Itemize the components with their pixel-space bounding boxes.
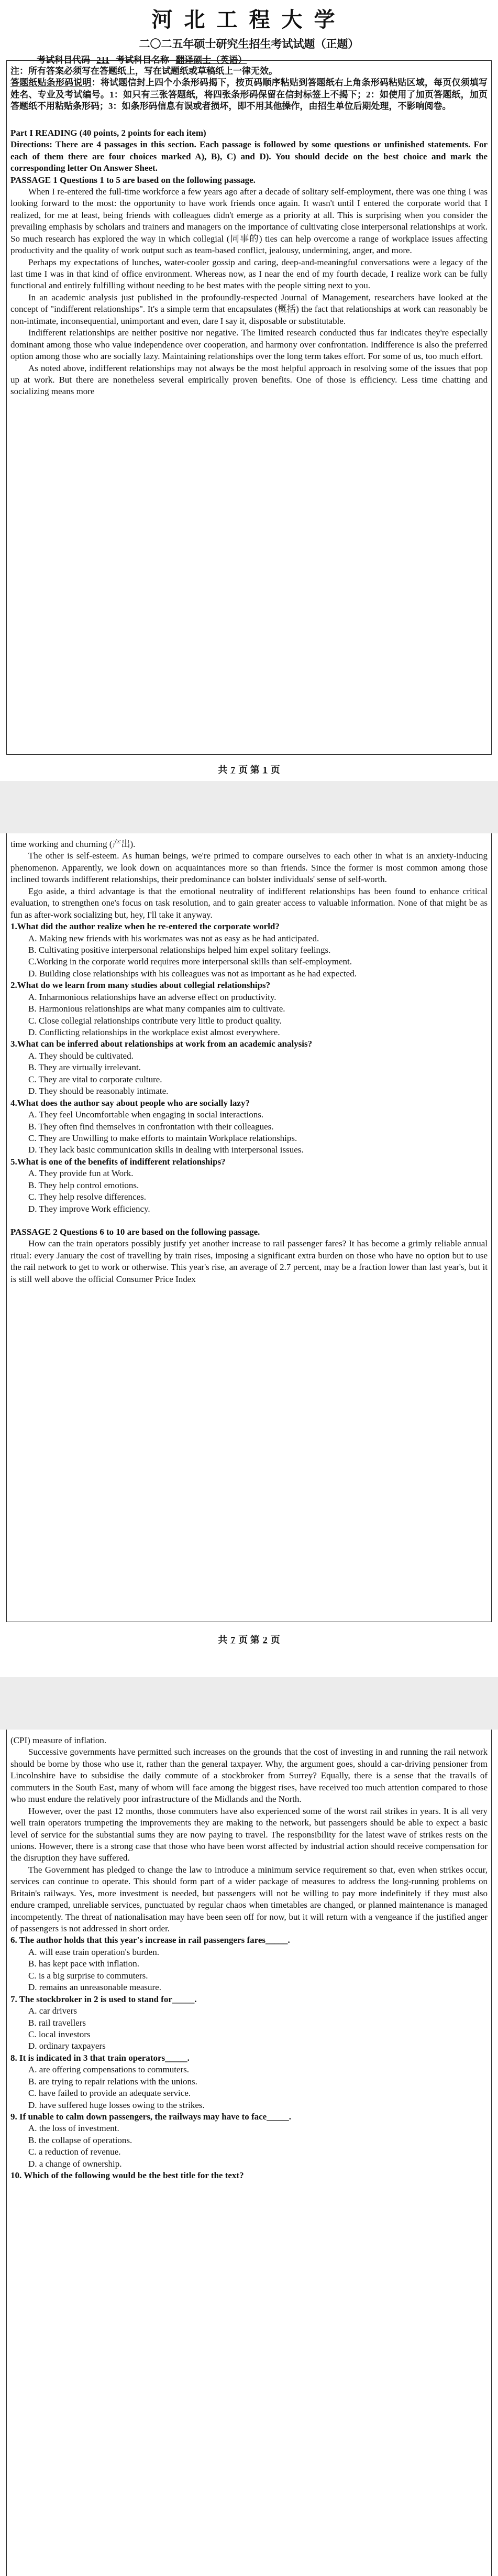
notice-line-2 bbox=[10, 77, 488, 112]
footer-page-number: 1 bbox=[262, 765, 268, 775]
page-2-footer bbox=[0, 1633, 498, 1646]
passage1-para-5: As noted above, indifferent relationships may not always be the most helpful approach in resolving some of the issues that pop up at work. But there are nonetheless several empirically proven benefits. One of those is efficiency. Less time chatting and socializing means more bbox=[10, 363, 488, 397]
page-gap bbox=[0, 781, 498, 833]
q4-option-b: B. They often find themselves in confrontation with their colleagues. bbox=[28, 1121, 274, 1132]
q1-option-d: D. Building close relationships with his colleagues was not as important as he had expected. bbox=[28, 968, 357, 979]
q8-option-a: A. are offering compensations to commuters. bbox=[28, 2064, 190, 2075]
q5-option-b: B. They help control emotions. bbox=[28, 1180, 139, 1190]
passage1-title: PASSAGE 1 Questions 1 to 5 are based on the following passage. bbox=[10, 175, 256, 185]
page-1-content bbox=[10, 66, 488, 398]
passage1-para-2: Perhaps my expectations of lunches, water-cooler gossip and caring, deep-and-meaningful conversations were a legacy of the last time I was in that kind of office environment. Whereas now, as I near the end of my fourth decade, I realize work can be fully functional and entirely fulfilling without needing to be best mates with the people sitting next to you. bbox=[10, 257, 488, 291]
page-1-footer bbox=[0, 763, 498, 776]
passage1-para-5-cont: time working and churning (产出). bbox=[10, 839, 136, 849]
passage2-para-1-cont: (CPI) measure of inflation. bbox=[10, 1735, 107, 1745]
q5-option-a: A. They provide fun at Work. bbox=[28, 1168, 134, 1179]
page-3-content bbox=[10, 1735, 488, 2182]
q2-option-a: A. Inharmonious relationships have an adverse effect on productivity. bbox=[28, 992, 276, 1002]
footer-post: 页 bbox=[270, 1635, 280, 1645]
q4-option-d: D. They lack basic communication skills in dealing with interpersonal issues. bbox=[28, 1145, 304, 1155]
q1-option-a: A. Making new friends with his workmates was not as easy as he had anticipated. bbox=[28, 933, 319, 943]
exam-page-1 bbox=[0, 0, 498, 781]
q7-option-b: B. rail travellers bbox=[28, 2017, 86, 2028]
question-4: 4.What does the author say about people who are socially lazy? bbox=[10, 1097, 250, 1108]
footer-post: 页 bbox=[270, 765, 280, 775]
q1-option-c: C.Working in the corporate world requires more interpersonal skills than self-employment. bbox=[28, 957, 352, 967]
passage1-para-1: When I re-entered the full-time workforce a few years ago after a decade of solitary self-employment, there was one thing I was looking forward to the most: the opportunity to have work friends once again. It wasn't until I entered the corporate world that I realized, for me at least, being friends with colleagues didn't emerge as a priority at all. This is surprising when you consider the prevailing emphasis by scholars and trainers and managers on the importance of cultivating close interpersonal relationships at work. So much research has explored the way in which collegial (同事的) ties can help overcome a range of workplace issues affecting productivity and the quality of work output such as team-based conflict, jealousy, undermining, anger, and more. bbox=[10, 186, 488, 256]
subject-name-label: 考试科目名称 bbox=[116, 55, 170, 65]
q7-option-d: D. ordinary taxpayers bbox=[28, 2041, 106, 2051]
passage1-para-3: In an academic analysis just published in the profoundly-respected Journal of Management, researchers have looked at the concept of "indifferent relationships". It's a simple term that encapsulates (概括) the fact that relationships at work can reasonably be non-intimate, inconsequential, unimportant and even, dare I say it, disposable or substitutable. bbox=[10, 292, 488, 326]
q3-option-c: C. They are vital to corporate culture. bbox=[28, 1074, 162, 1084]
q8-option-b: B. are trying to repair relations with the unions. bbox=[28, 2076, 197, 2086]
passage2-title: PASSAGE 2 Questions 6 to 10 are based on the following passage. bbox=[10, 1227, 260, 1237]
q2-option-b: B. Harmonious relationships are what many companies aim to cultivate. bbox=[28, 1004, 285, 1014]
subject-code-label: 考试科目代码 bbox=[37, 55, 90, 65]
passage2-para-4: The Government has pledged to change the law to introduce a minimum service requirement so that, even when strikes occur, services can continue to operate. This should form part of a wider package of measures to address the long-running problems on Britain's railways. Yes, more investment is needed, but passengers will not be willing to pay more indefinitely if they must also endure cramped, unreliable services, punctuated by regular chaos when timetables are changed, or planned maintenance is managed incompetently. The threat of nationalisation may have been seen off for now, but it will return with a vengeance if the justified anger of passengers is not addressed in short order. bbox=[10, 1864, 488, 1933]
q3-option-b: B. They are virtually irrelevant. bbox=[28, 1062, 141, 1073]
q5-option-d: D. They improve Work efficiency. bbox=[28, 1203, 150, 1214]
question-5: 5.What is one of the benefits of indifferent relationships? bbox=[10, 1156, 226, 1167]
q6-option-c: C. is a big surprise to commuters. bbox=[28, 1970, 148, 1981]
q6-option-d: D. remains an unreasonable measure. bbox=[28, 1982, 161, 1993]
page-gap bbox=[0, 1677, 498, 1730]
q3-option-a: A. They should be cultivated. bbox=[28, 1050, 134, 1061]
q6-option-a: A. will ease train operation's burden. bbox=[28, 1947, 159, 1957]
footer-total-pages: 7 bbox=[230, 1635, 236, 1645]
barcode-heading: 答题纸贴条形码说明 bbox=[10, 78, 92, 88]
exam-page-3 bbox=[0, 1730, 498, 2576]
q4-option-c: C. They are Unwilling to make efforts to maintain Workplace relationships. bbox=[28, 1133, 297, 1143]
part1-directions: Directions: There are 4 passages in this section. Each passage is followed by some questions or unfinished statements. For each of them there are four choices marked A), B), C) and D). You should decide on the best choice and mark the corresponding letter On Answer Sheet. bbox=[10, 139, 488, 173]
question-10: 10. Which of the following would be the best title for the text? bbox=[10, 2170, 244, 2181]
notice-line-1: 注：所有答案必须写在答题纸上，写在试题纸或草稿纸上一律无效。 bbox=[10, 66, 278, 76]
exam-page-2 bbox=[0, 833, 498, 1677]
passage1-para-4: Indifferent relationships are neither positive nor negative. The limited research conducted thus far indicates they're especially dominant among those who value independence over cooperation, and harmony over confrontation. Indifference is also the preferred option among those who are socially lazy. Maintaining relationships over the long term takes effort. For some of us, too much effort. bbox=[10, 328, 488, 362]
footer-pre: 共 bbox=[218, 1635, 228, 1645]
question-2: 2.What do we learn from many studies about collegial relationships? bbox=[10, 980, 271, 991]
q5-option-c: C. They help resolve differences. bbox=[28, 1192, 147, 1202]
barcode-instructions: ：将试题信封上四个小条形码揭下，按页码顺序粘贴到答题纸右上角条形码粘贴区域，每页仅须填写姓名、专业及考试编号。1：如只有三张答题纸，将四张条形码保留在信封标签上不揭下；2：如使用了加页答题纸，加页答题纸不用粘贴条形码；3：如条形码信息有误或者损坏，即不用其他操作，由招生单位后期处理，不影响阅卷。 bbox=[10, 78, 488, 112]
university-title: 河北工程大学 bbox=[151, 7, 347, 32]
q8-option-d: D. have suffered huge losses owing to the strikes. bbox=[28, 2100, 205, 2110]
passage2-para-2: Successive governments have permitted such increases on the grounds that the cost of investing in and running the rail network should be borne by those who use it, rather than the general taxpayer. Why, the argument goes, should a car-driving pensioner from Lincolnshire have to subsidise the daily commute of a stockbroker from Surrey? Equally, there is a sense that the travails of commuters in the South East, many of whom will face among the biggest rises, have received too much attention compared to those who must endure the relatively poor infrastructure of the Midlands and the North. bbox=[10, 1747, 488, 1805]
exam-title: 二〇二五年硕士研究生招生考试试题（正题） bbox=[139, 38, 359, 50]
question-3: 3.What can be inferred about relationships at work from an academic analysis? bbox=[10, 1039, 313, 1049]
q9-option-d: D. a change of ownership. bbox=[28, 2158, 122, 2169]
passage1-para-7: Ego aside, a third advantage is that the emotional neutrality of indifferent relationships has been found to enhance critical evaluation, to strengthen one's focus on task resolution, and to gain greater access to valuable information. None of that might be as fun as after-work socializing but, hey, I'll take it anyway. bbox=[10, 886, 488, 920]
passage1-para-6: The other is self-esteem. As human beings, we're primed to compare ourselves to each other in what is an anxiety-inducing phenomenon. Apparently, we look down on acquaintances more so than friends. Since the former is most common among those inclined towards indifferent relationships, their predominance can bolster individuals' sense of self-worth. bbox=[10, 851, 488, 885]
footer-page-number: 2 bbox=[262, 1635, 268, 1645]
q9-option-a: A. the loss of investment. bbox=[28, 2123, 119, 2134]
part1-title: Part I READING (40 points, 2 points for each item) bbox=[10, 127, 206, 138]
question-7: 7. The stockbroker in 2 is used to stand for_____. bbox=[10, 1994, 197, 2004]
q9-option-b: B. the collapse of operations. bbox=[28, 2135, 132, 2145]
subject-code: 211 bbox=[96, 55, 109, 65]
passage2-para-1: How can the train operators possibly justify yet another increase to rail passenger fares? It has become a grimly reliable annual ritual: every January the cost of travelling by train rises, imposing a significant extra burden on those who have no option but to use the rail network to get to work or otherwise. This year's rise, an average of 2.7 percent, may be a fraction lower than last year's, but it is still well above the official Consumer Price Index bbox=[10, 1238, 488, 1284]
q2-option-c: C. Close collegial relationships contribute very little to product quality. bbox=[28, 1015, 282, 1026]
question-9: 9. If unable to calm down passengers, the railways may have to face_____. bbox=[10, 2112, 291, 2122]
q4-option-a: A. They feel Uncomfortable when engaging in social interactions. bbox=[28, 1110, 264, 1120]
q7-option-a: A. car drivers bbox=[28, 2006, 77, 2016]
passage2-para-3: However, over the past 12 months, those commuters have also experienced some of the worst rail strikes in years. It is all very well train operators trumpeting the improvements they are making to the network, but passengers should be able to expect a basic level of service for the substantial sums they are now paying to travel. The responsibility for the latest wave of strikes rests on the unions. However, there is a strong case that those who have been worst affected by industrial action should receive compensation for the disruption they have suffered. bbox=[10, 1806, 488, 1863]
footer-mid: 页 第 bbox=[238, 1635, 260, 1645]
q8-option-c: C. have failed to provide an adequate service. bbox=[28, 2088, 191, 2099]
q2-option-d: D. Conflicting relationships in the workplace exist almost everywhere. bbox=[28, 1027, 280, 1037]
page-2-content bbox=[10, 839, 488, 1285]
q6-option-b: B. has kept pace with inflation. bbox=[28, 1959, 139, 1969]
footer-pre: 共 bbox=[218, 765, 228, 775]
footer-total-pages: 7 bbox=[230, 765, 236, 775]
question-1: 1.What did the author realize when he re-entered the corporate world? bbox=[10, 921, 280, 932]
question-8: 8. It is indicated in 3 that train operators_____. bbox=[10, 2052, 190, 2063]
footer-mid: 页 第 bbox=[238, 765, 260, 775]
question-6: 6. The author holds that this year's increase in rail passengers fares_____. bbox=[10, 1935, 290, 1945]
q3-option-d: D. They should be reasonably intimate. bbox=[28, 1086, 169, 1096]
q7-option-c: C. local investors bbox=[28, 2029, 91, 2039]
subject-name: 翻译硕士（英语） bbox=[175, 55, 247, 65]
q9-option-c: C. a reduction of revenue. bbox=[28, 2147, 121, 2157]
q1-option-b: B. Cultivating positive interpersonal relationships helped him expel solitary feelings. bbox=[28, 944, 331, 955]
